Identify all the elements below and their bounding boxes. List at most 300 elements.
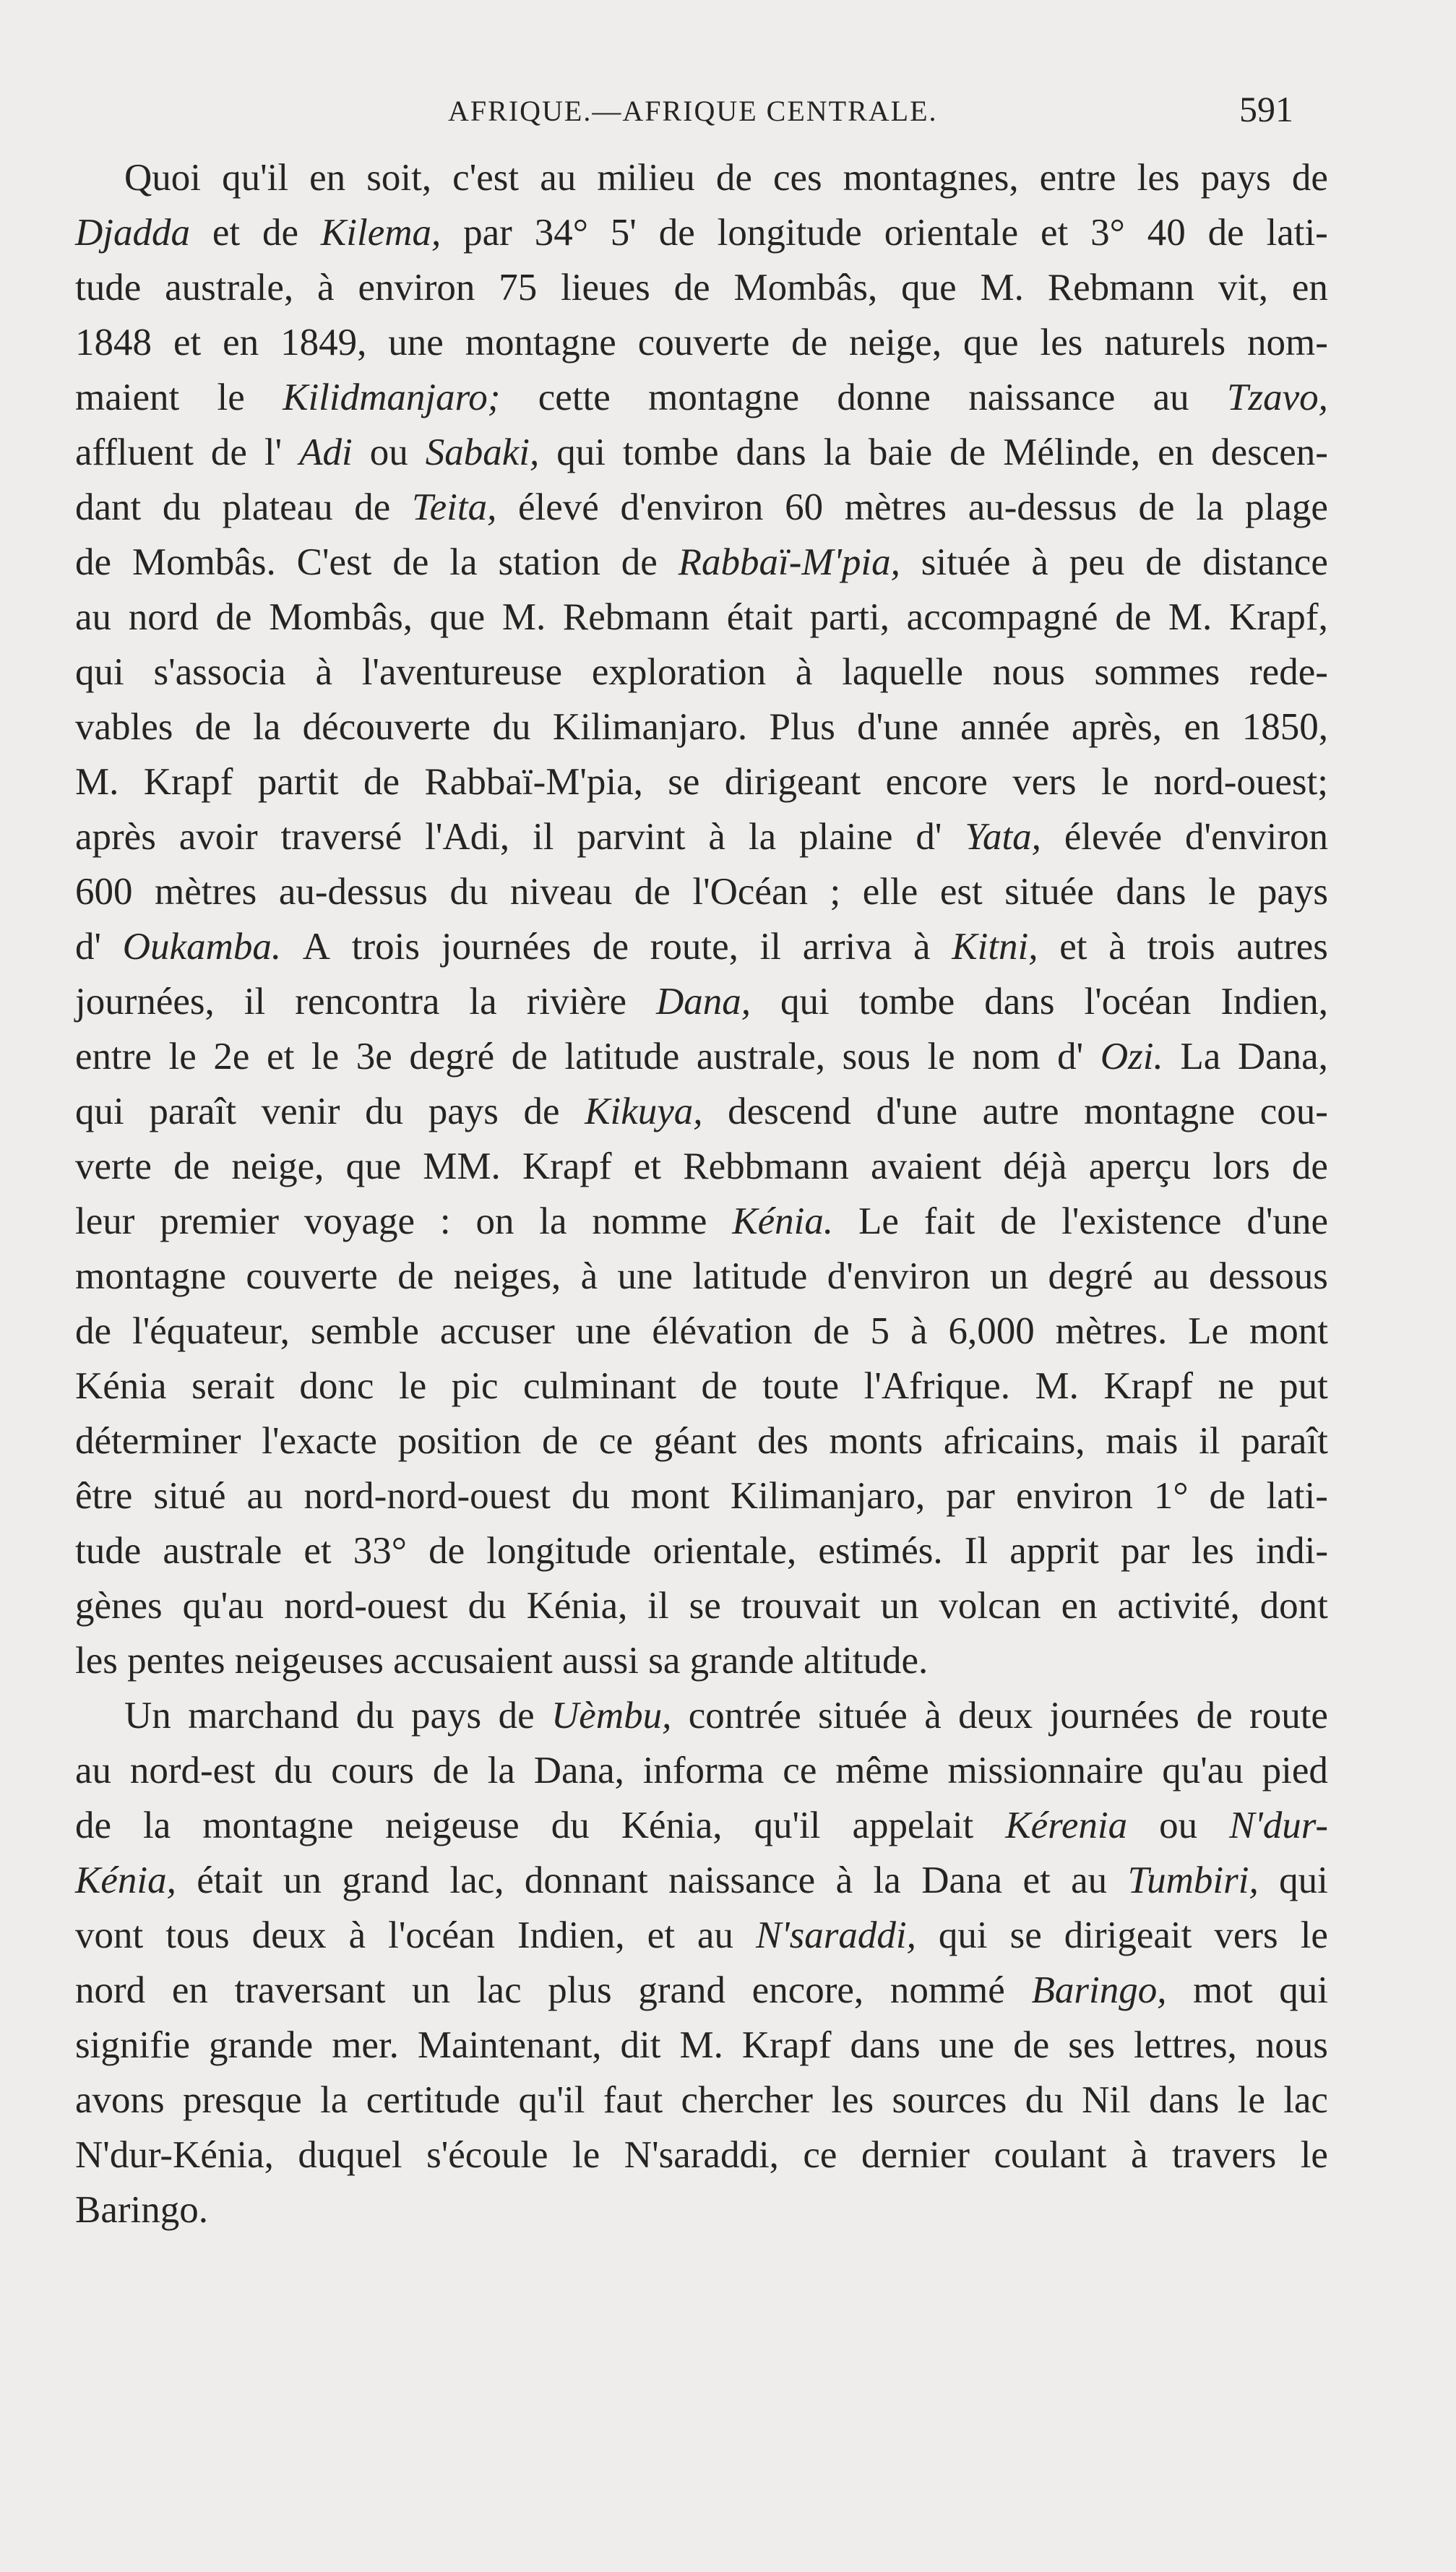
word: nom-	[1247, 322, 1328, 364]
word: certitude	[366, 2079, 501, 2121]
word: de	[75, 1310, 112, 1352]
word: d'une	[1246, 1200, 1328, 1242]
word: sources	[892, 2079, 1007, 2121]
word: deux	[251, 1914, 327, 1956]
text-line	[75, 864, 1328, 919]
word: niveau	[509, 871, 613, 913]
word: en	[1158, 431, 1194, 473]
word: exploration	[591, 651, 767, 693]
word: il	[533, 816, 554, 858]
word: l'Adi,	[425, 816, 510, 858]
word: était	[197, 1859, 263, 1901]
word: d'	[916, 816, 942, 858]
word: au	[540, 157, 577, 199]
word: le	[1300, 1914, 1328, 1956]
word: qu'il	[754, 1805, 821, 1846]
word: se	[668, 761, 700, 803]
word: de	[1145, 541, 1182, 583]
text-line	[75, 590, 1328, 645]
word: avons	[75, 2079, 165, 2121]
word: du	[572, 1475, 610, 1517]
word: à	[317, 267, 335, 309]
word: en	[1061, 1585, 1098, 1627]
word: mètres.	[1055, 1310, 1168, 1352]
word: nord-ouest	[284, 1585, 448, 1627]
text-line	[75, 535, 1328, 590]
word: route,	[650, 926, 738, 968]
text-line	[75, 1359, 1328, 1414]
word: plus	[548, 1969, 612, 2011]
word: la	[487, 1750, 515, 1792]
word: 1°	[1153, 1475, 1189, 1517]
word: de	[1196, 1695, 1233, 1737]
word: mont	[630, 1475, 710, 1517]
word: pic	[451, 1365, 499, 1407]
word: gènes	[75, 1585, 163, 1627]
word: que	[429, 596, 486, 638]
word: de	[1000, 1200, 1037, 1242]
word: 34°	[534, 212, 588, 254]
word: nord-est	[129, 1750, 256, 1792]
word: mètres	[844, 486, 947, 528]
word: dans	[736, 431, 806, 473]
word: informa	[642, 1750, 764, 1792]
word: duquel	[298, 2134, 402, 2176]
word: mot	[1193, 1969, 1253, 2011]
italic-term: Kérenia	[1005, 1805, 1128, 1846]
word: de	[210, 431, 247, 473]
word: en	[223, 322, 259, 364]
word: journées	[1049, 1695, 1180, 1737]
word: d'une	[876, 1091, 958, 1132]
word: latitude	[692, 1255, 808, 1297]
word: lac	[1283, 2079, 1328, 2121]
word: neigeuse	[385, 1805, 520, 1846]
word: Krapf	[1103, 1365, 1194, 1407]
word: de	[592, 926, 629, 968]
word: plage	[1245, 486, 1328, 528]
italic-term: Oukamba.	[122, 926, 282, 968]
word: Rebmann	[1047, 267, 1194, 309]
word: 60	[785, 486, 824, 528]
italic-term: Yata,	[965, 816, 1041, 858]
word: maient	[75, 377, 180, 418]
word: du	[365, 1091, 404, 1132]
word: accompagné	[906, 596, 1098, 638]
word: qu'au	[1162, 1750, 1244, 1792]
word: déjà	[1003, 1145, 1067, 1187]
word: et	[212, 212, 241, 254]
word: la	[469, 981, 497, 1023]
word: au-dessus	[278, 871, 428, 913]
word: dessous	[1208, 1255, 1328, 1297]
word: leur	[75, 1200, 135, 1242]
word: grand	[342, 1859, 430, 1901]
word: est	[939, 871, 983, 913]
word: 3°	[1090, 212, 1125, 254]
word: et	[1059, 926, 1087, 968]
word: tous	[165, 1914, 230, 1956]
word: lors	[1212, 1145, 1270, 1187]
word: d'environ	[1185, 816, 1328, 858]
word: 5'	[610, 212, 637, 254]
word: Dana,	[533, 1750, 624, 1792]
word: d'environ	[827, 1255, 970, 1297]
word: d'	[1057, 1036, 1084, 1078]
word: être	[75, 1475, 133, 1517]
word: trois	[351, 926, 421, 968]
page-header	[0, 88, 1456, 139]
text-line	[75, 919, 1328, 974]
word: Indien,	[517, 1914, 625, 1956]
word: coulant	[994, 2134, 1107, 2176]
text-line	[75, 1853, 1328, 1908]
italic-term: Kilidmanjaro;	[283, 377, 501, 418]
text-line	[75, 2018, 1328, 2073]
running-title: AFRIQUE.—AFRIQUE CENTRALE.	[448, 95, 938, 127]
word: une	[388, 322, 444, 364]
word: descend	[728, 1091, 851, 1132]
word: Kilimanjaro,	[730, 1475, 926, 1517]
word: C'est	[296, 541, 372, 583]
word: année	[960, 706, 1050, 748]
word: arriva	[802, 926, 892, 968]
word: se	[1009, 1914, 1042, 1956]
text-line	[75, 1963, 1328, 2018]
text-line	[75, 1908, 1328, 1963]
word: australe	[163, 1530, 283, 1572]
word: au	[1071, 1859, 1108, 1901]
text-run: Baringo.	[75, 2189, 208, 2231]
word: mer.	[332, 2024, 399, 2066]
word: australe,	[696, 1036, 825, 1078]
word: ce	[783, 1750, 817, 1792]
word: paraît	[1241, 1420, 1328, 1462]
word: tombe	[623, 431, 719, 473]
italic-term: Kikuya,	[585, 1091, 703, 1132]
word: cours	[331, 1750, 415, 1792]
word: qui	[1279, 1859, 1328, 1901]
word: put	[1279, 1365, 1328, 1407]
word: 5	[870, 1310, 889, 1352]
word: du	[449, 871, 488, 913]
word: sous	[842, 1036, 910, 1078]
word: M.	[75, 761, 119, 803]
text-line	[75, 370, 1328, 425]
word: dernier	[861, 2134, 970, 2176]
italic-term: Baringo,	[1031, 1969, 1167, 2011]
word: qu'il	[518, 2079, 585, 2121]
word: une	[575, 1310, 632, 1352]
text-line	[75, 1414, 1328, 1468]
word: monts	[829, 1420, 923, 1462]
word: descen-	[1211, 431, 1328, 473]
word: Mombâs,	[269, 596, 413, 638]
word: A	[302, 926, 331, 968]
word: ne	[1218, 1365, 1254, 1407]
word: et	[173, 322, 202, 364]
word: presque	[182, 2079, 302, 2121]
word: Mélinde,	[1003, 431, 1141, 473]
word: qu'il	[222, 157, 289, 199]
text-line	[75, 1523, 1328, 1578]
word: Le	[858, 1200, 899, 1242]
word: Le	[1188, 1310, 1229, 1352]
word: de	[194, 706, 231, 748]
word: 3e	[356, 1036, 392, 1078]
word: dirigeant	[724, 761, 861, 803]
text-line	[75, 1688, 1328, 1743]
word: entre	[75, 1036, 152, 1078]
word: à	[348, 1914, 366, 1956]
word: N'saraddi,	[624, 2134, 779, 2176]
italic-term: Dana,	[656, 981, 751, 1023]
word: le	[1237, 2079, 1265, 2121]
word: la	[539, 1200, 567, 1242]
word: de	[701, 1365, 738, 1407]
word: parti,	[809, 596, 889, 638]
word: rede-	[1249, 651, 1328, 693]
word: M.	[1035, 1365, 1079, 1407]
word: de	[949, 431, 986, 473]
italic-term: Kénia,	[75, 1859, 176, 1901]
italic-term: N'saraddi,	[755, 1914, 916, 1956]
word: de	[511, 1036, 548, 1078]
word: Mombâs.	[132, 541, 276, 583]
word: et	[267, 1036, 295, 1078]
word: tude	[75, 267, 142, 309]
word: montagnes,	[843, 157, 1019, 199]
word: en	[171, 1969, 208, 2011]
word: au-dessus	[968, 486, 1117, 528]
word: plateau	[222, 486, 333, 528]
word: de	[498, 1695, 535, 1737]
word: le	[311, 1036, 340, 1078]
word: Plus	[769, 706, 835, 748]
word: Krapf	[143, 761, 233, 803]
italic-term: Adi	[299, 431, 353, 473]
word: 2e	[213, 1036, 250, 1078]
word: toute	[762, 1365, 840, 1407]
word: baie	[868, 431, 933, 473]
italic-term: Sabaki,	[425, 431, 540, 473]
word: lati-	[1266, 212, 1328, 254]
word: c'est	[452, 157, 520, 199]
text-line	[75, 974, 1328, 1029]
word: qui	[1279, 1969, 1328, 2011]
word: parvint	[577, 816, 686, 858]
word: de	[621, 541, 658, 583]
word: ;	[830, 871, 841, 913]
word: dans	[984, 981, 1055, 1023]
word: degré	[409, 1036, 495, 1078]
word: signifie	[75, 2024, 190, 2066]
text-line	[75, 480, 1328, 535]
word: il	[1199, 1420, 1220, 1462]
word: après	[75, 816, 156, 858]
word: la	[823, 431, 851, 473]
word: qui	[75, 1091, 124, 1132]
word: latitude	[564, 1036, 680, 1078]
text-line	[75, 700, 1328, 754]
word: missionnaire	[947, 1750, 1144, 1792]
word: les	[1191, 1530, 1234, 1572]
word: volcan	[939, 1585, 1041, 1627]
word: vit,	[1218, 267, 1269, 309]
word: qui	[75, 651, 124, 693]
word: M.	[1168, 596, 1212, 638]
word: nord-ouest;	[1153, 761, 1328, 803]
word: aperçu	[1088, 1145, 1191, 1187]
word: le	[398, 1365, 427, 1407]
word: paraît	[149, 1091, 236, 1132]
word: apprit	[1009, 1530, 1099, 1572]
word: les	[1137, 157, 1180, 199]
word: estimés.	[818, 1530, 943, 1572]
word: de	[363, 761, 400, 803]
word: située	[1004, 871, 1094, 913]
word: élevé	[518, 486, 599, 528]
word: on	[475, 1200, 514, 1242]
word: verte	[75, 1145, 152, 1187]
word: au	[697, 1914, 733, 1956]
word: qui	[556, 431, 606, 473]
word: du	[468, 1585, 507, 1627]
word: se	[689, 1585, 721, 1627]
italic-term: Djadda	[75, 212, 190, 254]
word: rencontra	[295, 981, 440, 1023]
text-line	[75, 1194, 1328, 1249]
word: située	[921, 541, 1011, 583]
word: une	[939, 2024, 995, 2066]
word: lac,	[449, 1859, 504, 1901]
word: ces	[772, 157, 822, 199]
word: que	[901, 267, 957, 309]
word: situé	[153, 1475, 226, 1517]
word: M.	[679, 2024, 723, 2066]
word: N'dur-Kénia,	[75, 2134, 274, 2176]
word: orientale,	[652, 1530, 797, 1572]
word: un	[880, 1585, 919, 1627]
word: trouvait	[741, 1585, 861, 1627]
word: le	[217, 377, 245, 418]
word: naturels	[1104, 322, 1226, 364]
word: encore,	[751, 1969, 864, 2011]
word: naissance	[968, 377, 1116, 418]
word: affluent	[75, 431, 194, 473]
word: Kilimanjaro.	[552, 706, 748, 748]
word: cou-	[1259, 1091, 1328, 1132]
text-line	[75, 645, 1328, 700]
word: mais	[1106, 1420, 1179, 1462]
word: l'océan	[1084, 981, 1192, 1023]
word: milieu	[597, 157, 695, 199]
word: de	[75, 541, 112, 583]
word: partit	[257, 761, 339, 803]
word: de	[262, 212, 299, 254]
word: Rabbaï-M'pia,	[424, 761, 643, 803]
word: couverte	[246, 1255, 378, 1297]
word: contrée	[688, 1695, 801, 1737]
word: 40	[1147, 212, 1186, 254]
text-line	[75, 1468, 1328, 1523]
word: à	[315, 651, 332, 693]
text-line	[75, 2073, 1328, 2128]
italic-term: Kitni,	[952, 926, 1038, 968]
word: position	[397, 1420, 522, 1462]
word: le	[572, 2134, 600, 2176]
word: du	[274, 1750, 313, 1792]
word: que	[345, 1145, 402, 1187]
text-line	[75, 809, 1328, 864]
italic-term: Rabbaï-M'pia,	[678, 541, 900, 583]
word: vont	[75, 1914, 144, 1956]
word: degré	[1048, 1255, 1134, 1297]
word: au	[75, 1750, 112, 1792]
word: en	[1184, 706, 1220, 748]
word: peu	[1069, 541, 1125, 583]
word: Kénia,	[526, 1585, 628, 1627]
word: pays	[1200, 157, 1271, 199]
word: la	[873, 1859, 901, 1901]
word: il	[647, 1585, 669, 1627]
word: à	[580, 1255, 598, 1297]
word: en	[309, 157, 346, 199]
word: 1848	[75, 322, 152, 364]
word: élevée	[1064, 816, 1163, 858]
word: activité,	[1117, 1585, 1240, 1627]
italic-term: Kilema,	[320, 212, 441, 254]
word: dit	[620, 2024, 661, 2066]
word: pays	[411, 1695, 482, 1737]
word: sommes	[1094, 651, 1220, 693]
word: de	[1138, 486, 1175, 528]
word: d'une	[857, 706, 939, 748]
word: cette	[538, 377, 611, 418]
word: australe,	[165, 267, 294, 309]
word: Nil	[1082, 2079, 1131, 2121]
word: encore	[885, 761, 988, 803]
word: distance	[1202, 541, 1328, 583]
word: d'environ	[620, 486, 764, 528]
word: lieues	[561, 267, 650, 309]
word: route	[1249, 1695, 1328, 1737]
word: nom	[972, 1036, 1041, 1078]
word: qui	[938, 1914, 988, 1956]
word: indi-	[1255, 1530, 1328, 1572]
text-line	[75, 205, 1328, 260]
word: station	[498, 541, 600, 583]
word: nord	[128, 596, 199, 638]
word: 6,000	[948, 1310, 1035, 1352]
word: Dana,	[1237, 1036, 1328, 1078]
word: 600	[75, 871, 133, 913]
italic-term: Tzavo,	[1227, 377, 1328, 418]
word: à	[795, 651, 813, 693]
word: pied	[1262, 1750, 1328, 1792]
word: de	[392, 541, 429, 583]
word: Kénia	[75, 1365, 167, 1407]
text-line	[75, 315, 1328, 370]
word: au	[1153, 1255, 1189, 1297]
text-line	[75, 1029, 1328, 1084]
italic-term: Teita,	[412, 486, 497, 528]
word: à	[708, 816, 725, 858]
word: l'équateur,	[132, 1310, 290, 1352]
word: pays	[428, 1091, 499, 1132]
word: par	[946, 1475, 995, 1517]
word: du	[551, 1805, 590, 1846]
